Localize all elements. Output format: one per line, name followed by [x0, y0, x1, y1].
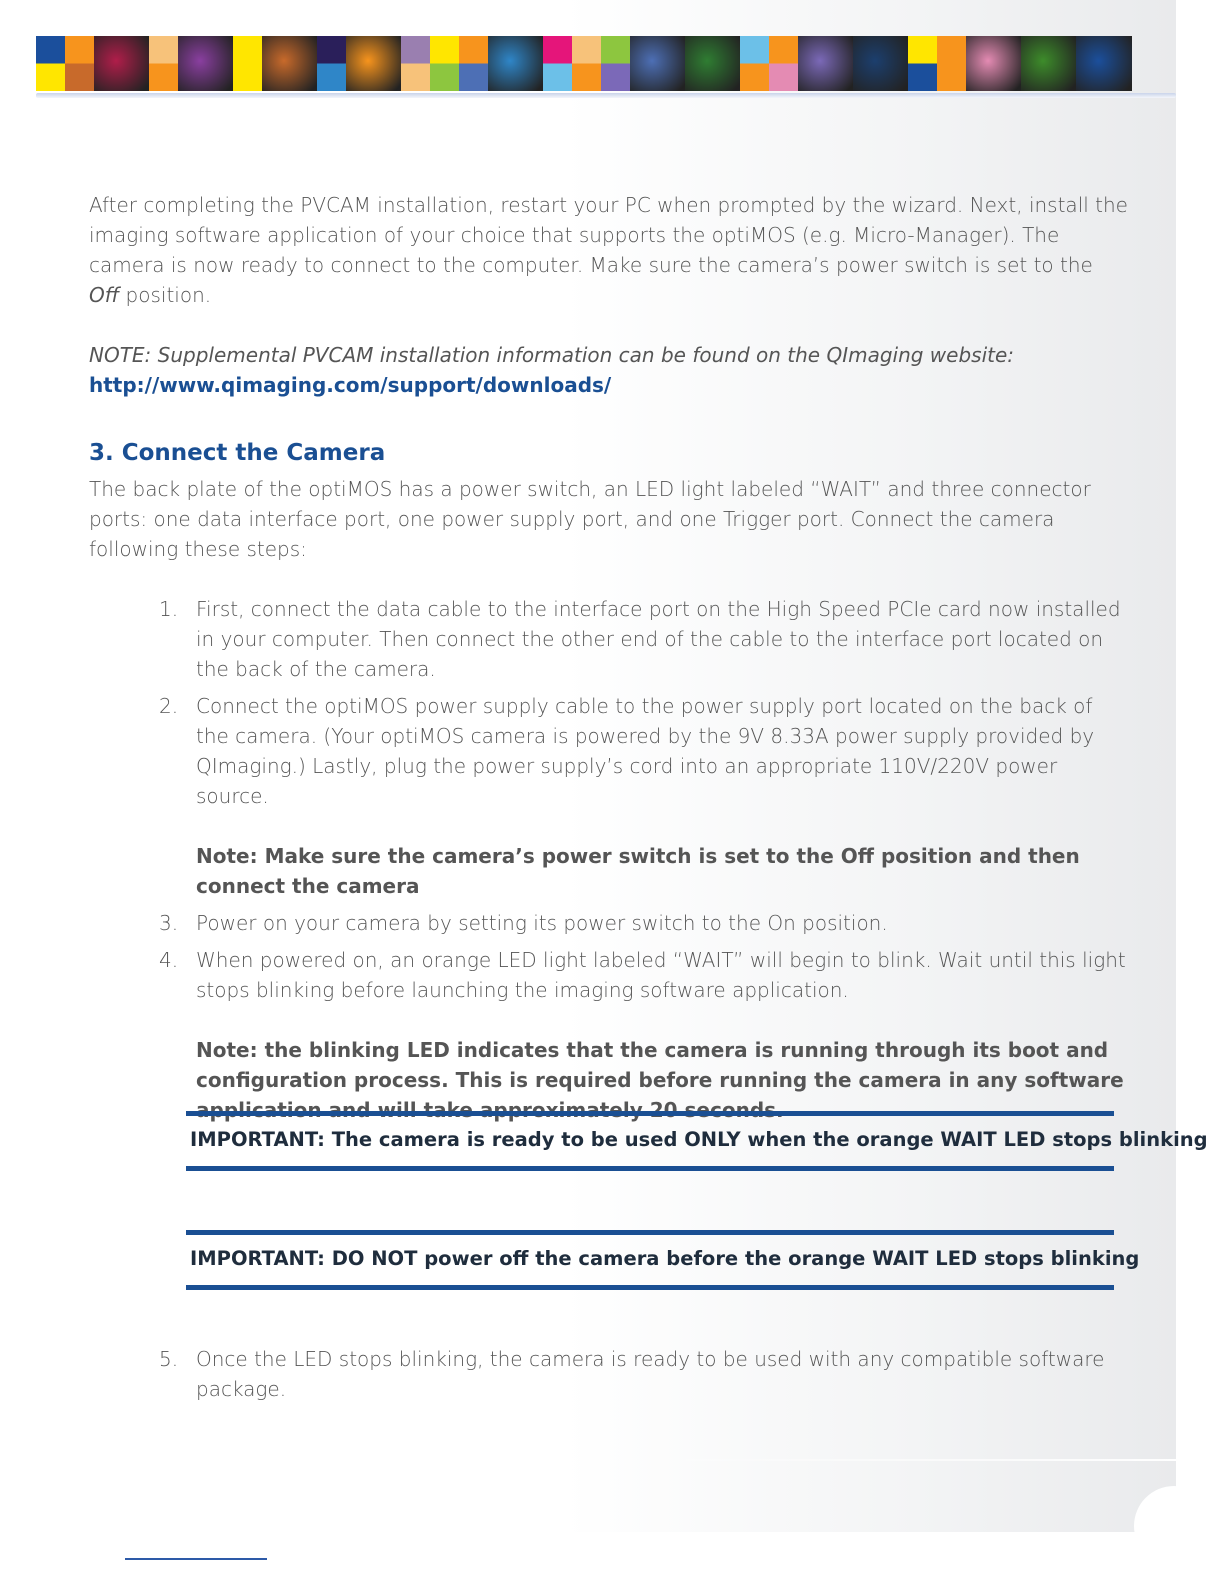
- header-image-banner: [36, 36, 1176, 91]
- intro-text-2: position.: [119, 283, 212, 307]
- important-text: IMPORTANT: DO NOT power off the camera before the orange WAIT LED stops blinking: [190, 1247, 1140, 1270]
- banner-tile: [149, 36, 178, 91]
- step-note: Note: the blinking LED indicates that the camera is running through its boot and configuration process. This is required before running the camera in any software application and will take approximately 20 seconds.: [196, 1038, 1124, 1122]
- banner-tile: [1021, 36, 1076, 91]
- step-note: Note: Make sure the camera’s power switch is set to the Off position and then connect the camera: [196, 844, 1080, 898]
- list-item: [159, 1344, 1139, 1404]
- important-text: IMPORTANT: The camera is ready to be used ONLY when the orange WAIT LED stops blinking: [190, 1128, 1208, 1151]
- banner-tile: [853, 36, 908, 91]
- banner-tile: [1076, 36, 1132, 91]
- important-callout: [186, 1230, 1140, 1290]
- step-text: Once the LED stops blinking, the camera is ready to be used with any compatible software package.: [196, 1347, 1105, 1401]
- footer-divider: [616, 1459, 1176, 1461]
- step-text: First, connect the data cable to the interface port on the High Speed PCIe card now installed in your computer. Then connect the other end of the cable to the interface port located on the back of the camera.: [196, 597, 1121, 681]
- banner-tile: [630, 36, 685, 91]
- banner-tile: [233, 36, 262, 91]
- step-number: 4.: [159, 948, 179, 972]
- intro-text-1: After completing the PVCAM installation, restart your PC when prompted by the wizard. Next, install the imaging software application of your choice that supports the optiMOS (e.g. Micro-Manager). The camera is now ready to connect to the computer. Make sure the camera’s power switch is set to the: [89, 193, 1128, 277]
- step-number: 5.: [159, 1347, 179, 1371]
- banner-tile: [346, 36, 401, 91]
- step-number: 2.: [159, 694, 179, 718]
- step-text: Connect the optiMOS power supply cable to the power supply port located on the back of the camera. (Your optiMOS camera is powered by the 9V 8.33A power supply provided by QImaging.) Lastly, plug the power supply’s cord into an appropriate 110V/220V power source.: [196, 694, 1095, 808]
- list-item: [159, 908, 1129, 938]
- banner-tile: [543, 36, 572, 91]
- banner-tile: [908, 36, 937, 91]
- downloads-link[interactable]: http://www.qimaging.com/support/downloads/: [89, 373, 612, 397]
- banner-underline: [36, 93, 1176, 98]
- banner-tile: [488, 36, 543, 91]
- section-description: The back plate of the optiMOS has a power switch, an LED light labeled “WAIT” and three connector ports: one data interface port, one power supply port, and one Trigger port. Connect the camera following these steps:: [89, 477, 1091, 561]
- banner-tile: [769, 36, 798, 91]
- supplemental-note: NOTE: Supplemental PVCAM installation information can be found on the QImaging website:: [89, 343, 1015, 367]
- important-callout: [186, 1111, 1208, 1171]
- banner-tile: [317, 36, 346, 91]
- banner-tile: [572, 36, 601, 91]
- banner-tile: [94, 36, 149, 91]
- page-number-tab: [1134, 1486, 1214, 1566]
- section-heading: 3. Connect the Camera: [89, 440, 386, 466]
- step-text: Power on your camera by setting its power switch to the On position.: [196, 911, 888, 935]
- steps-list: [89, 594, 1129, 1125]
- banner-tile: [937, 36, 966, 91]
- bottom-rule: [125, 1558, 267, 1560]
- intro-italic-word: Off: [89, 283, 120, 307]
- intro-paragraph: [89, 190, 1129, 310]
- banner-tile: [740, 36, 769, 91]
- step-text: When powered on, an orange LED light labeled “WAIT” will begin to blink. Wait until this light stops blinking before launching the imaging software application.: [196, 948, 1126, 1002]
- banner-tile: [798, 36, 853, 91]
- banner-tile: [430, 36, 459, 91]
- list-item: [159, 945, 1129, 1125]
- list-item: [159, 594, 1129, 684]
- banner-tile: [401, 36, 430, 91]
- banner-tile: [65, 36, 94, 91]
- banner-tile: [178, 36, 233, 91]
- step-number: 1.: [159, 597, 179, 621]
- step-number: 3.: [159, 911, 179, 935]
- banner-tile: [36, 36, 65, 91]
- banner-tile: [262, 36, 317, 91]
- list-item: [159, 691, 1129, 901]
- banner-tile: [601, 36, 630, 91]
- banner-tile: [459, 36, 488, 91]
- main-content: [89, 190, 1129, 1132]
- banner-tile: [966, 36, 1021, 91]
- banner-tile: [685, 36, 740, 91]
